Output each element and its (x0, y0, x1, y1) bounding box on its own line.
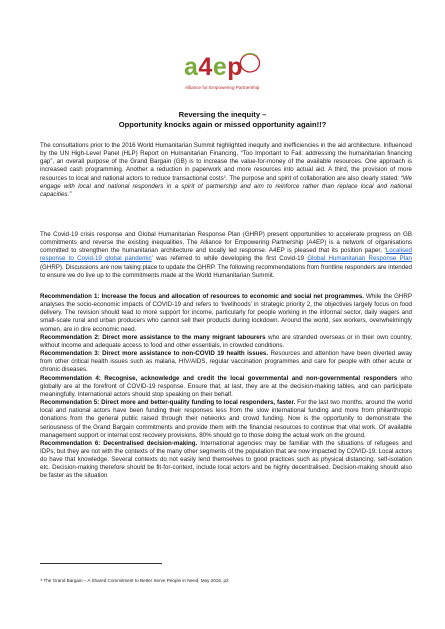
logo-subtitle: Alliance for Empowering Partnership (185, 85, 260, 90)
title-line-1: Reversing the inequity – (178, 110, 267, 119)
intro-paragraph (40, 142, 412, 199)
recommendations-section (40, 293, 412, 481)
footnote-divider (40, 563, 162, 564)
intro-text: The consultations prior to the 2016 World Humanitarian Summit highlighted inequity and inefficiencies in the aid architecture. Influenced by the UN High-Level Panel (HLP) Report on Humanitarian Financing, “Too Important to Fail: addressing the humanitarian financing gap”, an overall purpose of the Grand Bargain (GB) is to increase the value-for-money of the available resources. One approach is increased cash programming. Another a reduction in paperwork and more resources into actual aid. A third, the provision of more resources to local and national actors to reduce transactional costs (40, 142, 412, 182)
logo-digit-4: 4 (198, 53, 213, 81)
recommendation-6 (40, 440, 412, 481)
covid-paragraph (40, 231, 412, 280)
footnote-text: The Grand Bargain – A Shared Commitment to Better Serve People in Need, May 2016, p2 (43, 578, 229, 583)
recommendation-5 (40, 399, 412, 440)
logo-ring-icon (238, 52, 262, 78)
recommendation-1 (40, 293, 412, 334)
recommendation-4 (40, 375, 412, 399)
covid-text-1: The Covid-19 crisis response and Global Humanitarian Response Plan (GHRP) present opportunities to accelerate progress on GB commitments and reverse the existing inequalities. The Alliance for Empowering Partnership (A4EP) is a network of organisations committed to strengthen the humanitarian architecture and locally led response. A4EP is pleased that its position paper, ‘ (40, 231, 412, 255)
recommendation-3 (40, 350, 412, 374)
ghrp-link[interactable]: Global Humanitarian Response Plan (307, 255, 412, 263)
footnote-reference[interactable]: 1 (223, 173, 226, 179)
recommendation-2 (40, 334, 412, 350)
recommendation-3-text: Resources and attention have been diverted away from other critical health issues such as malaria, HIV/AIDS, regular vaccination programmes and care for people with other acute or chronic diseases. (40, 350, 413, 374)
recommendation-3-heading: Recommendation 3: Direct more assistance to non-COVID 19 health issues. (40, 350, 269, 358)
recommendation-4-text: who globally are at the forefront of COVID-19 response. Ensure that, at last, they are at the decision-making tables, and can participate meaningfully. International actors should stop speaking on their behalf. (40, 374, 412, 398)
recommendation-6-heading: Recommendation 6: Decentralised decision-making. (40, 439, 198, 447)
title-line-2: Opportunity knocks again or missed opportunity again!!? (118, 120, 327, 129)
recommendation-1-heading: Recommendation 1: Increase the focus and allocation of resources to economic and social net programmes. (40, 293, 364, 300)
recommendation-4-heading: Recommendation 4: Recognise, acknowledge and credit the local governmental and non-governmental responders (40, 374, 398, 382)
position-paper-link[interactable]: Localised response to Covid-19 global pandemic (40, 247, 412, 263)
a4ep-logo (184, 49, 262, 101)
recommendation-5-text: For the last two months, around the world local and national actors have been funding their responses less from the slow international funding and more from philanthropic donations from the general public raised through their networks and crowd funding. Now is the opportunity to demonstrate the seriousness of the Grand Bargain commitments and provide them with the financial resources to continue that vital work. Of available management support or internal cost recovery provisions, 80% should go to those doing the actual work on the ground. (40, 399, 412, 439)
recommendation-2-text: who are stranded overseas or in their own country, without income and adequate access to food and other essentials, in crowded conditions. (40, 333, 412, 349)
footnote-number: 1 (40, 577, 43, 582)
covid-text-3: (GHRP). Discussions are now taking place to update the GHRP. The following recommendations from frontline responders are intended to ensure we do live up to the commitments made at the World Humanitarian Summit. (40, 263, 412, 279)
grand-bargain-quote: “We engage with local and national responders in a spirit of partnership and aim to reinforce rather than replace local and national capacities.” (40, 174, 413, 198)
logo-letter-e: e (212, 53, 228, 81)
logo-letter-a: a (184, 53, 199, 81)
recommendation-5-heading: Recommendation 5: Direct more and better-quality funding to local responders, faster. (40, 399, 296, 407)
recommendation-1-text: While the GHRP analyses the socio-economic impacts of COVID-19 and refers to ‘livelihoods’ in strategic priority 2, the objectives largely focus on food delivery. The revision should lead to more support for income, particularly for people working in the informal sector, daily wagers and small-scale rural and urban producers who cannot sell their products during lockdown. Around the world, sex workers, overwhelmingly women, are in dire economic need. (40, 293, 412, 333)
recommendation-6-text: International agencies may be familiar with the situations of refugees and IDPs, but they are not with the contexts of the many other segments of the population that are now impacted by COVID-19. Local actors do have that knowledge. Several contexts do not easily lend themselves to good practices such as physical distancing, self-isolation etc. Decision-making therefore should be fit-for-context, include local actors and be highly decentralised. Decision-making should also be faster as the situation (40, 439, 412, 480)
recommendation-2-heading: Recommendation 2: Direct more assistance to the many migrant labourers (40, 333, 266, 341)
footnote (40, 578, 412, 584)
logo-letter-p: p (227, 53, 243, 81)
covid-text-2: ’ was referred to while developing the first Covid-19 (151, 255, 308, 263)
logo-wordmark (184, 55, 243, 80)
intro-text-continued: . The purpose and spirit of collaboration are also clearly stated: (225, 174, 401, 182)
